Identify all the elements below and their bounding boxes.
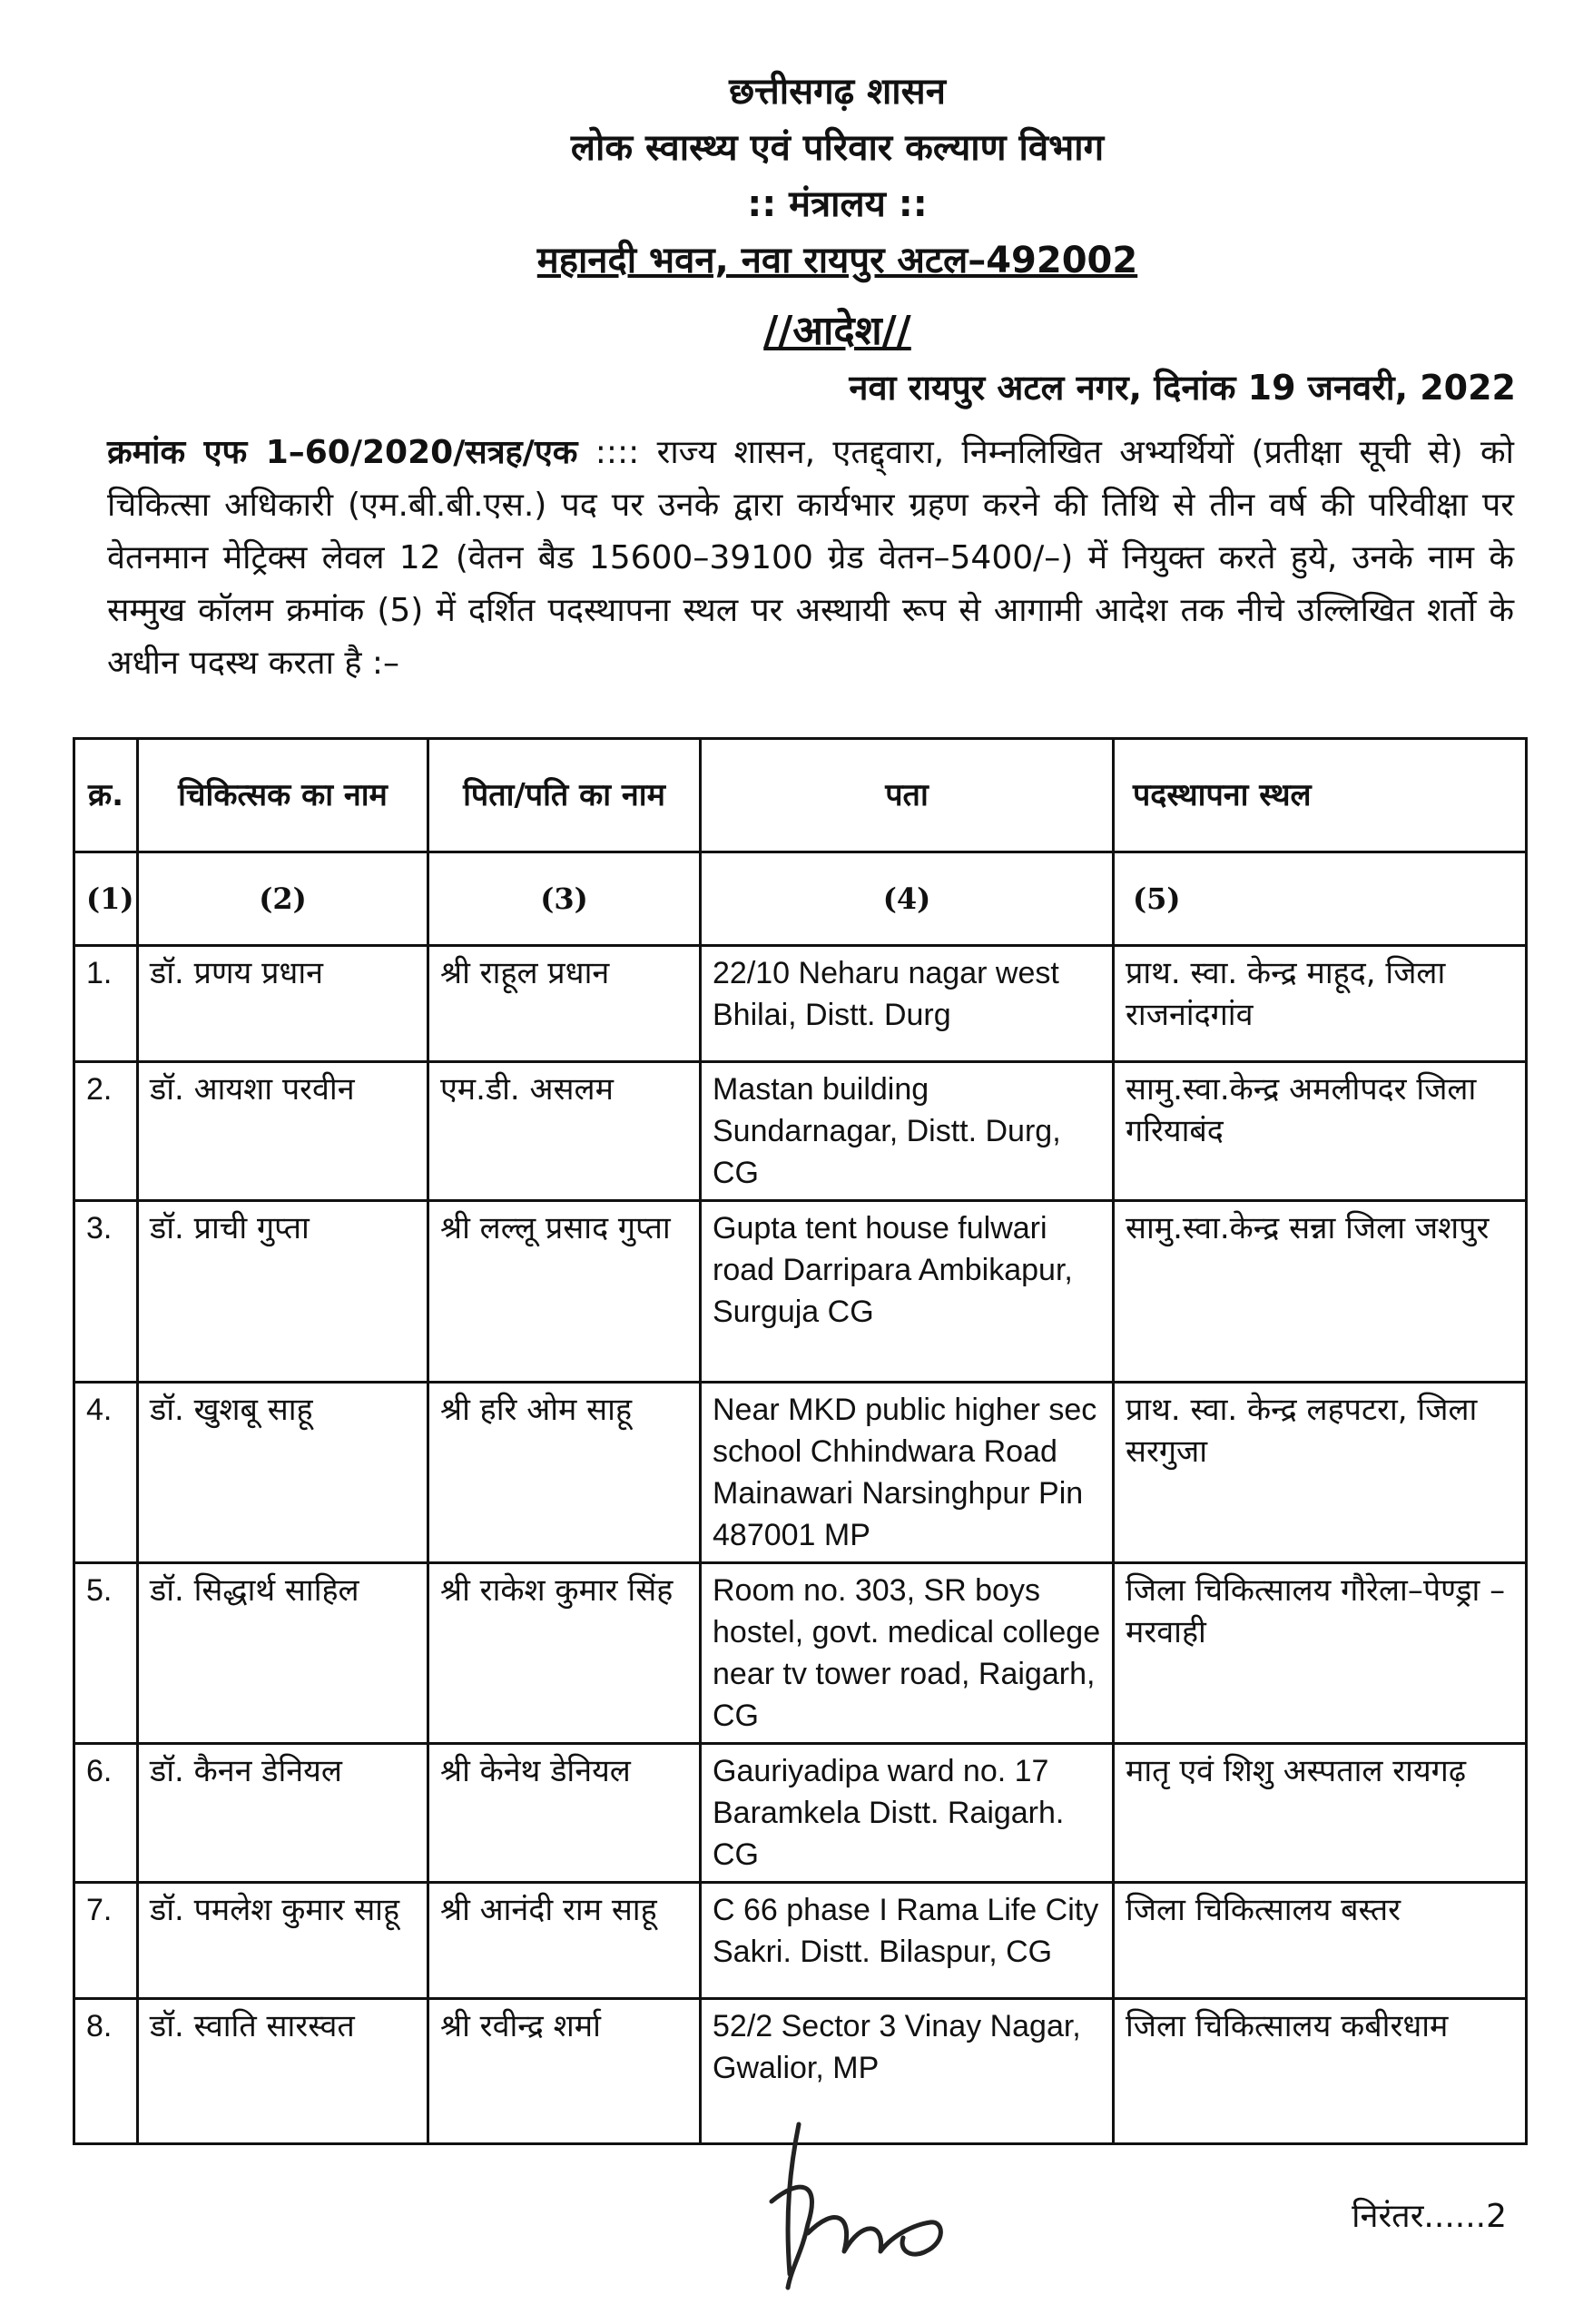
row-father-name: श्री रवीन्द्र शर्मा (428, 1999, 701, 2144)
row-address: Room no. 303, SR boys hostel, govt. medical college near tv tower road, Raigarh, CG (701, 1563, 1114, 1744)
row-doctor-name: डॉ. प्राची गुप्ता (138, 1201, 428, 1383)
row-serial: 6. (74, 1744, 138, 1883)
row-address: Near MKD public higher sec school Chhindwara Road Mainawari Narsinghpur Pin 487001 MP (701, 1383, 1114, 1563)
row-address: Mastan building Sundarnagar, Distt. Durg, CG (701, 1062, 1114, 1201)
row-serial: 3. (74, 1201, 138, 1383)
row-doctor-name: डॉ. स्वाति सारस्वत (138, 1999, 428, 2144)
table-row (74, 1383, 1527, 1563)
col-number: (4) (701, 852, 1114, 946)
row-serial: 7. (74, 1883, 138, 1999)
row-posting: जिला चिकित्सालय बस्तर (1114, 1883, 1527, 1999)
row-serial: 4. (74, 1383, 138, 1563)
table-row (74, 946, 1527, 1062)
row-doctor-name: डॉ. पमलेश कुमार साहू (138, 1883, 428, 1999)
row-posting: जिला चिकित्सालय गौरेला–पेण्ड्रा –मरवाही (1114, 1563, 1527, 1744)
row-posting: मातृ एवं शिशु अस्पताल रायगढ़ (1114, 1744, 1527, 1883)
row-posting: प्राथ. स्वा. केन्द्र माहूद, जिला राजनांदगांव (1114, 946, 1527, 1062)
order-body: :::: राज्य शासन, एतद्द्वारा, निम्नलिखित अभ्यर्थियों (प्रतीक्षा सूची से) को चिकित्सा अधिकारी (एम.बी.बी.एस.) पद पर उनके द्वारा कार्यभार ग्रहण करने की तिथि से तीन वर्ष की परिवीक्षा पर वेतनमान मेट्रिक्स लेवल 12 (वेतन बैड 15600–39100 ग्रेड वेतन–5400/–) में नियुक्त करते हुये, उनके नाम के सम्मुख कॉलम क्रमांक (5) में दर्शित पदस्थापना स्थल पर अस्थायी रूप से आगामी आदेश तक नीचे उल्लिखित शर्तो के अधीन पदस्थ करता है :– (107, 434, 1515, 682)
order-paragraph (107, 427, 1514, 690)
table-header-row (74, 739, 1527, 852)
row-father-name: श्री लल्लू प्रसाद गुप्ता (428, 1201, 701, 1383)
col-number: (5) (1114, 852, 1527, 946)
table-row (74, 1883, 1527, 1999)
row-father-name: श्री केनेथ डेनियल (428, 1744, 701, 1883)
row-serial: 2. (74, 1062, 138, 1201)
table-row (74, 1563, 1527, 1744)
document-header (0, 64, 1593, 356)
row-serial: 8. (74, 1999, 138, 2144)
row-father-name: एम.डी. असलम (428, 1062, 701, 1201)
row-address: C 66 phase I Rama Life City Sakri. Distt. Bilaspur, CG (701, 1883, 1114, 1999)
row-address: Gupta tent house fulwari road Darripara Ambikapur, Surguja CG (701, 1201, 1114, 1383)
row-posting: सामु.स्वा.केन्द्र अमलीपदर जिला गरियाबंद (1114, 1062, 1527, 1201)
col-number: (3) (428, 852, 701, 946)
table-row (74, 1744, 1527, 1883)
office-address: महानदी भवन, नवा रायपुर अटल–492002 (536, 240, 1138, 281)
date-line: नवा रायपुर अटल नगर, दिनांक 19 जनवरी, 2022 (849, 368, 1516, 408)
col-number: (1) (74, 852, 138, 946)
ministry-label: :: मंत्रालय :: (747, 183, 928, 225)
row-father-name: श्री राहूल प्रधान (428, 946, 701, 1062)
order-reference: क्रमांक एफ 1–60/2020/सत्रह/एक (107, 434, 578, 471)
signature (735, 2115, 953, 2297)
column-number-row (74, 852, 1527, 946)
row-serial: 1. (74, 946, 138, 1062)
header-doctor-name: चिकित्सक का नाम (138, 739, 428, 852)
appointment-table (73, 737, 1528, 2145)
table-row (74, 1201, 1527, 1383)
row-posting: सामु.स्वा.केन्द्र सन्ना जिला जशपुर (1114, 1201, 1527, 1383)
row-address: 52/2 Sector 3 Vinay Nagar, Gwalior, MP (701, 1999, 1114, 2144)
government-name: छत्तीसगढ़ शासन (729, 71, 946, 113)
row-doctor-name: डॉ. कैनन डेनियल (138, 1744, 428, 1883)
row-address: Gauriyadipa ward no. 17 Baramkela Distt. Raigarh. CG (701, 1744, 1114, 1883)
row-doctor-name: डॉ. खुशबू साहू (138, 1383, 428, 1563)
table-row (74, 1062, 1527, 1201)
row-posting: जिला चिकित्सालय कबीरधाम (1114, 1999, 1527, 2144)
row-posting: प्राथ. स्वा. केन्द्र लहपटरा, जिला सरगुजा (1114, 1383, 1527, 1563)
order-title: //आदेश// (763, 308, 911, 354)
header-address: पता (701, 739, 1114, 852)
row-father-name: श्री हरि ओम साहू (428, 1383, 701, 1563)
row-father-name: श्री राकेश कुमार सिंह (428, 1563, 701, 1744)
department-name: लोक स्वास्थ्य एवं परिवार कल्याण विभाग (570, 127, 1105, 169)
row-father-name: श्री आनंदी राम साहू (428, 1883, 701, 1999)
row-doctor-name: डॉ. सिद्धार्थ साहिल (138, 1563, 428, 1744)
continued-note: निरंतर......2 (1352, 2198, 1507, 2235)
header-posting-place: पदस्थापना स्थल (1114, 739, 1527, 852)
row-address: 22/10 Neharu nagar west Bhilai, Distt. Durg (701, 946, 1114, 1062)
header-father-name: पिता/पति का नाम (428, 739, 701, 852)
col-number: (2) (138, 852, 428, 946)
row-doctor-name: डॉ. आयशा परवीन (138, 1062, 428, 1201)
row-serial: 5. (74, 1563, 138, 1744)
row-doctor-name: डॉ. प्रणय प्रधान (138, 946, 428, 1062)
header-serial: क्र. (74, 739, 138, 852)
